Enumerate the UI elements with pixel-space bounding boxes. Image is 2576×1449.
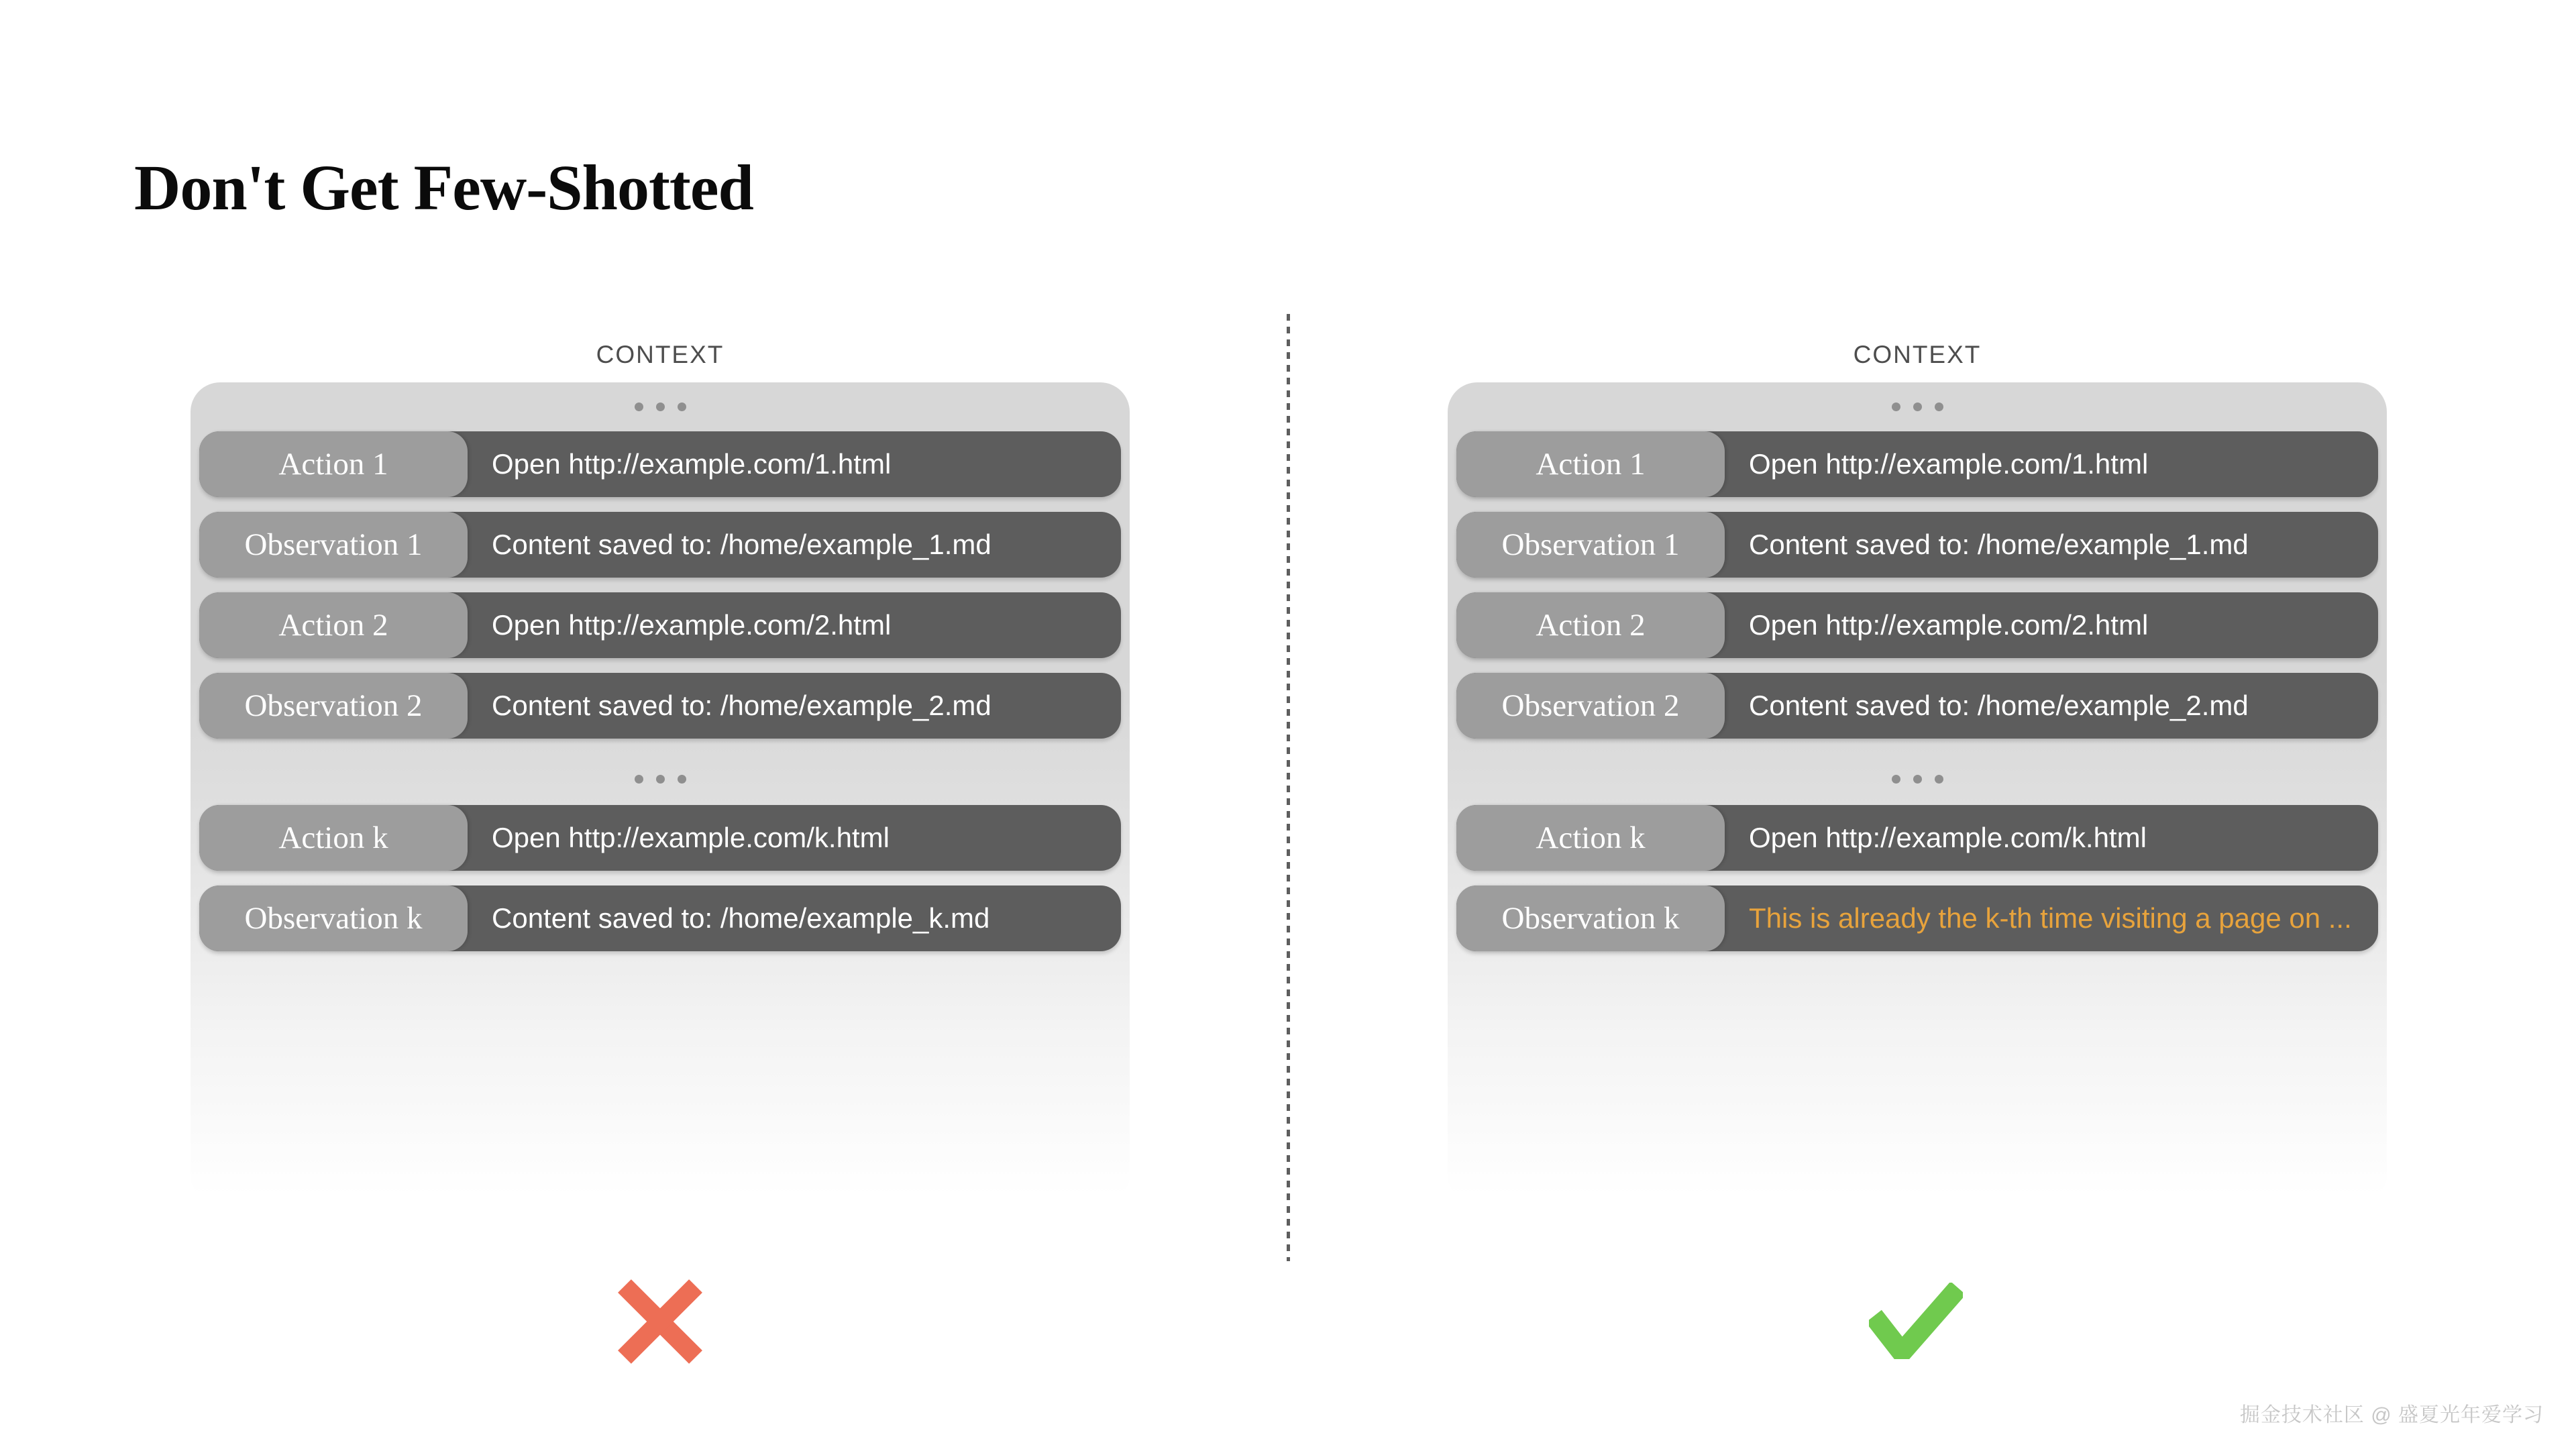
dot-icon [678,402,686,411]
cross-icon [623,1284,698,1359]
row-content-text: Open http://example.com/2.html [1749,609,2149,641]
context-row [199,885,1121,951]
context-row [199,431,1121,497]
context-row [1456,592,2378,658]
row-content-text: Open http://example.com/k.html [492,822,890,853]
dot-icon [635,775,643,784]
row-label-pill: Action 2 [1456,592,1725,658]
row-label-pill: Action k [199,805,468,871]
row-label-pill: Observation k [199,885,468,951]
row-content-text: Content saved to: /home/example_2.md [492,690,991,721]
dot-icon [1892,775,1900,784]
context-row [199,805,1121,871]
context-row [199,673,1121,739]
context-label-right: CONTEXT [1853,341,1982,368]
dot-icon [1913,775,1922,784]
check-icon [1869,1283,1963,1359]
row-label-pill: Observation 1 [1456,512,1725,578]
row-label-pill: Observation 2 [1456,673,1725,739]
row-content-text: Content saved to: /home/example_1.md [1749,529,2249,560]
context-row [199,512,1121,578]
context-row [1456,431,2378,497]
ellipsis-dots [1448,382,2387,431]
dot-icon [1892,402,1900,411]
dot-icon [1913,402,1922,411]
row-label-pill: Observation k [1456,885,1725,951]
row-label-pill: Observation 1 [199,512,468,578]
dot-icon [656,775,665,784]
ellipsis-dots [1448,753,2387,805]
row-content-text-highlighted: This is already the k-th time visiting a page on ... [1749,902,2352,934]
context-panel-bad [191,382,1130,1204]
dot-icon [1935,402,1943,411]
page-title: Don't Get Few-Shotted [134,152,753,224]
row-content-text: Content saved to: /home/example_k.md [492,902,990,934]
context-row [1456,512,2378,578]
context-row [199,592,1121,658]
dot-icon [678,775,686,784]
watermark-text: 掘金技术社区 @ 盛夏光年爱学习 [2239,1404,2544,1426]
context-panel-good [1448,382,2387,1204]
row-label-pill: Action k [1456,805,1725,871]
context-label-left: CONTEXT [596,341,724,368]
context-row [1456,885,2378,951]
dot-icon [656,402,665,411]
context-row [1456,673,2378,739]
row-content-text: Open http://example.com/1.html [1749,448,2149,480]
ellipsis-dots [191,382,1130,431]
ellipsis-dots [191,753,1130,805]
row-label-pill: Action 1 [1456,431,1725,497]
row-content-text: Content saved to: /home/example_1.md [492,529,991,560]
row-label-pill: Action 2 [199,592,468,658]
row-content-text: Open http://example.com/k.html [1749,822,2147,853]
row-content-text: Open http://example.com/1.html [492,448,892,480]
row-content-text: Open http://example.com/2.html [492,609,892,641]
row-label-pill: Observation 2 [199,673,468,739]
dashed-divider [1287,314,1290,1261]
row-content-text: Content saved to: /home/example_2.md [1749,690,2249,721]
context-row [1456,805,2378,871]
row-label-pill: Action 1 [199,431,468,497]
dot-icon [635,402,643,411]
dot-icon [1935,775,1943,784]
